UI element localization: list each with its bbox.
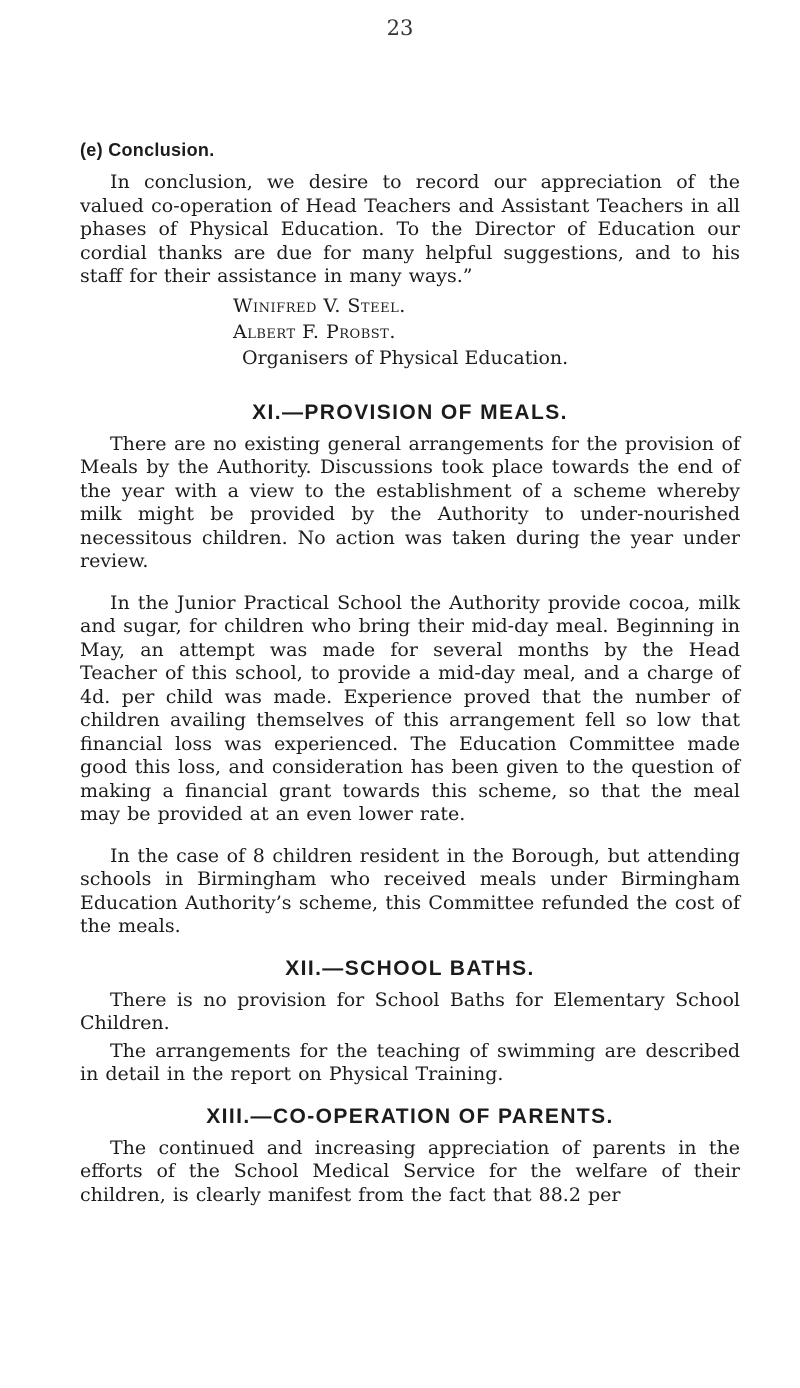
section-heading-meals: XI.—PROVISION OF MEALS. bbox=[252, 400, 568, 424]
page-number: 23 bbox=[386, 16, 414, 40]
signatory-probst: Albert F. Probst. bbox=[233, 320, 396, 343]
meals-paragraph-3: In the case of 8 children resident in the Borough, but attending schools in Birmingham who received meals under Birmingham Education Authority’s scheme, this Committee refunded the cost of the meals. bbox=[80, 844, 740, 937]
page-content bbox=[80, 140, 740, 1225]
signatory-role: Organisers of Physical Education. bbox=[242, 346, 569, 369]
meals-paragraph-2: In the Junior Practical School the Authority provide cocoa, milk and sugar, for children who bring their mid-day meal. Beginning in May, an attempt was made for several months by the Head Teacher of this school, to provide a mid-day meal, and a charge of 4d. per child was made. Experience proved that the number of children availing themselves of this arrangement fell so low that financial loss was experienced. The Education Committee made good this loss, and consideration has been given to the question of making a financial grant towards this scheme, so that the meal may be provided at an even lower rate. bbox=[80, 591, 740, 825]
baths-paragraph-2: The arrangements for the teaching of swimming are described in detail in the report on Physical Training. bbox=[80, 1039, 740, 1085]
conclusion-paragraph: In conclusion, we desire to record our appreciation of the valued co-operation of Head Teachers and Assistant Teachers in all phases of Physical Education. To the Director of Education our cordial thanks are due for many helpful suggestions, and to his staff for their assistance in many ways.” bbox=[80, 171, 740, 287]
section-heading-parents: XIII.—CO-OPERATION OF PARENTS. bbox=[206, 1104, 614, 1128]
meals-paragraph-1: There are no existing general arrangements for the provision of Meals by the Authority. Discussions took place towards the end of the year with a view to the establishment of a scheme whereby milk might be provided by the Authority to under-nourished necessitous children. No action was taken during the year under review. bbox=[80, 432, 740, 572]
section-heading-baths: XII.—SCHOOL BATHS. bbox=[285, 956, 535, 980]
baths-paragraph-1: There is no provision for School Baths for Elementary School Children. bbox=[80, 988, 740, 1034]
signatory-steel: Winifred V. Steel. bbox=[233, 294, 406, 317]
conclusion-heading: (e) Conclusion. bbox=[80, 140, 215, 160]
parents-paragraph-1: The continued and increasing appreciation of parents in the efforts of the School Medical Service for the welfare of their children, is clearly manifest from the fact that 88.2 per bbox=[80, 1136, 740, 1206]
